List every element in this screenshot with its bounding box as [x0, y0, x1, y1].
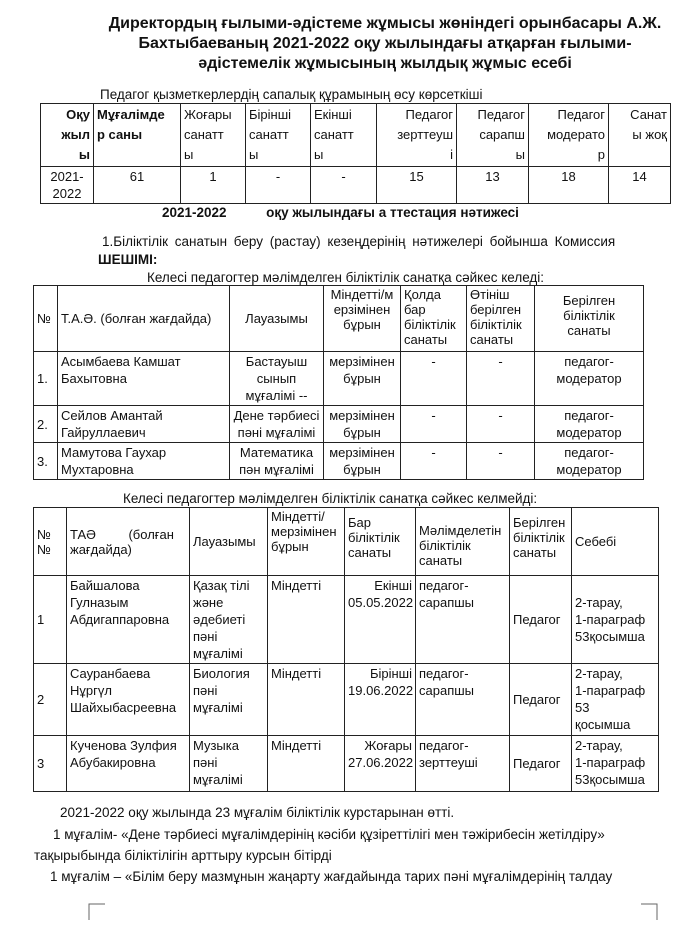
header-reason: Себебі	[572, 508, 659, 576]
cell-highest: 1	[181, 167, 246, 204]
cell-researcher: 15	[377, 167, 457, 204]
non-matching-teachers-table	[33, 507, 659, 792]
row-type: мерзімінен бұрын	[324, 352, 401, 406]
row-name: Асымбаева Камшат Бахытовна	[58, 352, 230, 406]
paragraph-teacher-1-line-1: 1 мұғалім- «Дене тәрбиесі мұғалімдерінің кәсіби құзіреттілігі мен тәжірибесін жетілдіру»	[53, 827, 605, 842]
header-first: Бірінші санатт ы	[246, 104, 311, 167]
row-position: Музыка пәні мұғалімі	[190, 736, 268, 792]
matching-teachers-table	[33, 285, 644, 480]
paragraph-teacher-2-line-1: 1 мұғалім – «Білім беру мазмұнын жаңарту жағдайында тарих пәні мұғалімдерінің талдау	[50, 869, 613, 884]
row-existing: Жоғары 27.06.2022	[345, 736, 416, 792]
header-granted: Берілген біліктілік санаты	[510, 508, 572, 576]
cell-year: 2021- 2022	[41, 167, 94, 204]
header-num: №№	[34, 508, 67, 576]
row-name: Сауранбаева Нұргүл Шайхыбасреевна	[67, 664, 190, 736]
row-granted: Педагог	[510, 576, 572, 664]
row-num: 3	[34, 736, 67, 792]
cell-moderator: 18	[529, 167, 609, 204]
table1-header-row	[41, 104, 671, 167]
row-num: 2	[34, 664, 67, 736]
row-name: Байшалова Гулназым Абдигаппаровна	[67, 576, 190, 664]
row-existing: -	[401, 406, 467, 443]
row-granted: педагог- модератор	[535, 352, 644, 406]
row-existing: -	[401, 352, 467, 406]
row-granted: педагог- модератор	[535, 406, 644, 443]
title-line-2: Бахтыбаеваның 2021-2022 оқу жылындағы атқарған ғылыми-	[138, 35, 632, 52]
row-position: Дене тәрбиесі пәні мұғалімі	[230, 406, 324, 443]
header-position: Лауазымы	[230, 286, 324, 352]
table-row	[34, 443, 644, 480]
attestation-heading	[162, 205, 519, 220]
row-granted: педагог- модератор	[535, 443, 644, 480]
row-num: 1	[34, 576, 67, 664]
row-type: мерзімінен бұрын	[324, 406, 401, 443]
qualification-growth-table	[40, 103, 671, 204]
title-line-3: әдістемелік жұмысының жылдық жұмыс есебі	[198, 55, 572, 72]
cell-expert: 13	[457, 167, 529, 204]
header-name: ТАӘ (болған жағдайда)	[67, 508, 190, 576]
row-num: 3.	[34, 443, 58, 480]
row-requested: -	[467, 443, 535, 480]
page-corner-mark-right	[640, 903, 658, 921]
header-highest: Жоғары санатт ы	[181, 104, 246, 167]
table-row	[34, 664, 659, 736]
row-declared: педагог- сарапшы	[416, 576, 510, 664]
cell-no-category: 14	[609, 167, 671, 204]
header-no-category: Санат ы жоқ	[609, 104, 671, 167]
cell-second: -	[311, 167, 377, 204]
table2-header-row	[34, 286, 644, 352]
row-name: Мамутова Гаухар Мухтаровна	[58, 443, 230, 480]
attestation-year: 2021-2022	[162, 205, 227, 220]
table3-caption: Келесі педагогтер мәлімделген біліктілік санатқа сәйкес келмейді:	[123, 491, 538, 506]
title-line-1: Директордың ғылыми-әдістеме жұмысы жөніндегі орынбасары А.Ж.	[108, 15, 662, 32]
cell-teacher-count: 61	[94, 167, 181, 204]
header-declared: Мәлімделетін біліктілік санаты	[416, 508, 510, 576]
header-position: Лауазымы	[190, 508, 268, 576]
row-existing: -	[401, 443, 467, 480]
decision-line-1: 1.Біліктілік санатын беру (растау) кезеңдерінің нәтижелері бойынша Комиссия	[102, 234, 616, 249]
table1-data-row	[41, 167, 671, 204]
decision-line-2: ШЕШІМІ:	[98, 252, 158, 267]
header-teacher-count: Мұғалімде р саны	[94, 104, 181, 167]
row-type: Міндетті	[268, 736, 345, 792]
row-position: Қазақ тілі және әдебиеті пәні мұғалімі	[190, 576, 268, 664]
attestation-title: оқу жылындағы а ттестация нәтижесі	[266, 205, 519, 220]
header-moderator: Педагог модерато р	[529, 104, 609, 167]
page-corner-mark-left	[88, 903, 106, 921]
row-name: Сейлов Амантай Гайруллаевич	[58, 406, 230, 443]
document-title	[95, 14, 675, 74]
row-reason: 2-тарау, 1-параграф 53 қосымша	[572, 664, 659, 736]
table2-caption: Келесі педагогтер мәлімделген біліктілік санатқа сәйкес келеді:	[147, 270, 545, 285]
row-granted: Педагог	[510, 664, 572, 736]
table1-caption: Педагог қызметкерлердің сапалық құрамының өсу көрсеткіші	[100, 87, 483, 102]
table3-header-row	[34, 508, 659, 576]
row-granted: Педагог	[510, 736, 572, 792]
table-row	[34, 576, 659, 664]
header-name: Т.А.Ә. (болған жағдайда)	[58, 286, 230, 352]
table-row	[34, 736, 659, 792]
row-requested: -	[467, 406, 535, 443]
table-row	[34, 406, 644, 443]
table-row	[34, 352, 644, 406]
header-granted: Берілген біліктілік санаты	[535, 286, 644, 352]
header-type: Міндетті/м ерзімінен бұрын	[324, 286, 401, 352]
row-reason: 2-тарау, 1-параграф 53қосымша	[572, 736, 659, 792]
row-position: Биология пәні мұғалімі	[190, 664, 268, 736]
row-num: 2.	[34, 406, 58, 443]
header-expert: Педагог сарапш ы	[457, 104, 529, 167]
header-year: Оқу жыл ы	[41, 104, 94, 167]
row-existing: Бірінші 19.06.2022	[345, 664, 416, 736]
row-reason: 2-тарау, 1-параграф 53қосымша	[572, 576, 659, 664]
header-type: Міндетті/ мерзімінен бұрын	[268, 508, 345, 576]
paragraph-courses: 2021-2022 оқу жылында 23 мұғалім біліктілік курстарынан өтті.	[60, 805, 455, 820]
header-requested: Өтініш берілген біліктілік санаты	[467, 286, 535, 352]
header-second: Екінші санатт ы	[311, 104, 377, 167]
paragraph-teacher-1-line-2: тақырыбында біліктілігін арттыру курсын бітірді	[34, 848, 332, 863]
row-declared: педагог- зерттеуші	[416, 736, 510, 792]
row-type: мерзімінен бұрын	[324, 443, 401, 480]
row-requested: -	[467, 352, 535, 406]
row-position: Бастауыш сынып мұғалімі --	[230, 352, 324, 406]
header-existing: Қолда бар біліктілік санаты	[401, 286, 467, 352]
row-position: Математика пән мұғалімі	[230, 443, 324, 480]
row-num: 1.	[34, 352, 58, 406]
row-type: Міндетті	[268, 576, 345, 664]
cell-first: -	[246, 167, 311, 204]
row-declared: педагог- сарапшы	[416, 664, 510, 736]
header-existing: Бар біліктілік санаты	[345, 508, 416, 576]
header-num: №	[34, 286, 58, 352]
row-name: Кученова Зулфия Абубакировна	[67, 736, 190, 792]
row-type: Міндетті	[268, 664, 345, 736]
header-researcher: Педагог зерттеуш і	[377, 104, 457, 167]
row-existing: Екінші 05.05.2022	[345, 576, 416, 664]
